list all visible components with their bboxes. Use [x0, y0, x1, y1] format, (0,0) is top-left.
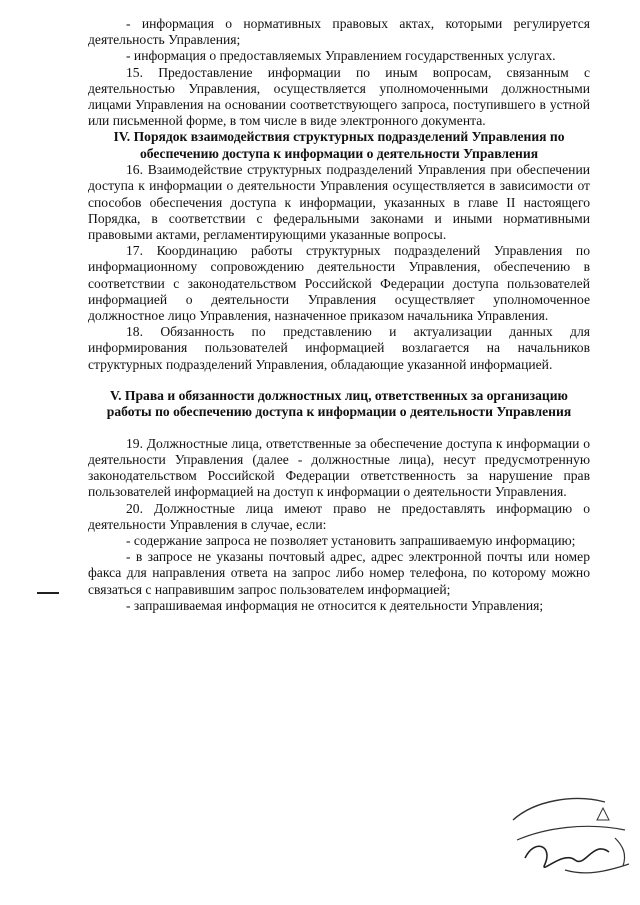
paragraph-18: 18. Обязанность по представлению и актуализации данных для информирования пользователей информацией возлагается на начальников структурных подразделений Управления, обладающие указанной информацией. [88, 324, 590, 372]
list-item: - в запросе не указаны почтовый адрес, адрес электронной почты или номер факса для направления ответа на запрос либо номер телефона, по которому можно связаться с направившим запрос пользователем информацией; [88, 549, 590, 597]
list-item: - запрашиваемая информация не относится к деятельности Управления; [126, 597, 544, 613]
paragraph-20: 20. Должностные лица имеют право не предоставлять информацию о деятельности Управления в случае, если: [88, 500, 590, 532]
paragraph-16: 16. Взаимодействие структурных подразделений Управления при обеспечении доступа к информации о деятельности Управления осуществляется в зависимости от способов обеспечения доступа к информации, указанных в главе II настоящего Порядка, в соответствии с федеральными законами и иными нормативными правовыми актами, регламентирующими указанные вопросы. [88, 162, 590, 243]
section-heading-v: V. Права и обязанности должностных лиц, ответственных за организацию работы по обеспечению доступа к информации о деятельности Управления [106, 387, 572, 420]
paragraph-19: 19. Должностные лица, ответственные за обеспечение доступа к информации о деятельности Управления (далее - должностные лица), несут предусмотренную законодательством Российской Федерации ответственность за нарушение прав пользователей информацией на доступ к информации о деятельности Управления. [88, 435, 590, 500]
list-item: - содержание запроса не позволяет установить запрашиваемую информацию; [126, 532, 576, 548]
list-item: - информация о предоставляемых Управлением государственных услугах. [126, 48, 556, 64]
margin-mark [37, 592, 59, 594]
document-body [88, 16, 590, 614]
certification-stamp [505, 780, 635, 900]
paragraph-15: 15. Предоставление информации по иным вопросам, связанным с деятельностью Управления, осуществляется уполномоченными должностными лицами Управления на основании соответствующего запроса, поступившего в устной или письменной форме, в том числе в виде электронного документа. [88, 64, 590, 129]
paragraph-17: 17. Координацию работы структурных подразделений Управления по информационному сопровождению деятельности Управления, обеспечению в соответствии с законодательством Российской Федерации доступа пользователей информацией о деятельности Управления осуществляет уполномоченное должностное лицо Управления, назначенное приказом начальника Управления. [88, 243, 590, 324]
list-item: - информация о нормативных правовых актах, которыми регулируется деятельность Управления; [88, 16, 590, 48]
section-heading-iv: IV. Порядок взаимодействия структурных подразделений Управления по обеспечению доступа к информации о деятельности Управления [113, 129, 565, 161]
